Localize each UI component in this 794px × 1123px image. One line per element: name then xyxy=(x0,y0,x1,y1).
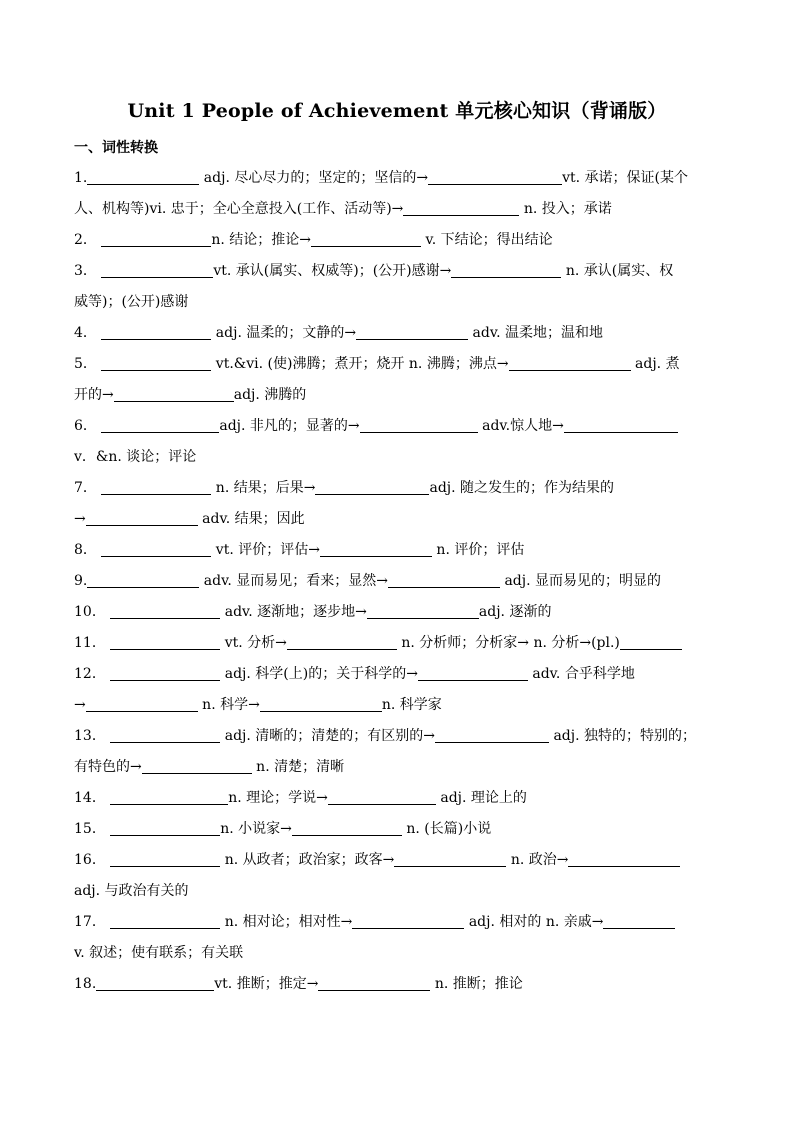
answer-blank[interactable] xyxy=(356,323,468,340)
line-text: adj. 理论上的 xyxy=(435,790,527,806)
answer-blank[interactable] xyxy=(101,230,211,247)
answer-blank[interactable] xyxy=(110,664,220,681)
answer-blank[interactable] xyxy=(428,168,562,185)
answer-blank[interactable] xyxy=(311,230,421,247)
line-text: 8． xyxy=(74,542,102,558)
answer-blank[interactable] xyxy=(320,540,432,557)
exercise-line xyxy=(74,941,722,972)
exercise-line xyxy=(74,352,722,383)
exercise-line xyxy=(74,321,722,352)
line-text: adv. 结果；因此 xyxy=(197,511,305,527)
line-text: vt. 承认(属实、权威等)；(公开)感谢→ xyxy=(213,263,452,279)
exercise-line xyxy=(74,631,722,662)
line-text: 4． xyxy=(74,325,102,341)
line-text: 3． xyxy=(74,263,102,279)
exercise-line xyxy=(74,290,722,321)
exercise-line xyxy=(74,538,722,569)
answer-blank[interactable] xyxy=(360,416,478,433)
answer-blank[interactable] xyxy=(110,819,220,836)
answer-blank[interactable] xyxy=(435,726,549,743)
line-text: 14． xyxy=(74,790,111,806)
exercise-list xyxy=(74,166,722,1003)
answer-blank[interactable] xyxy=(101,323,211,340)
answer-blank[interactable] xyxy=(114,385,234,402)
line-text: adj. 随之发生的；作为结果的 xyxy=(429,480,615,496)
answer-blank[interactable] xyxy=(87,571,199,588)
line-text: → xyxy=(74,511,86,527)
answer-blank[interactable] xyxy=(603,912,675,929)
exercise-line xyxy=(74,569,722,600)
answer-blank[interactable] xyxy=(403,199,519,216)
answer-blank[interactable] xyxy=(352,912,464,929)
line-text: n. 结论；推论→ xyxy=(211,232,312,248)
answer-blank[interactable] xyxy=(260,695,382,712)
line-text: vt. 推断；推定→ xyxy=(214,976,319,992)
line-text: adj. 显而易见的；明显的 xyxy=(500,573,661,589)
line-text: 9. xyxy=(74,573,88,589)
line-text: adj. 煮 xyxy=(630,356,680,372)
line-text: vt. 承诺；保证(某个 xyxy=(562,170,688,186)
line-text: n. 科学→ xyxy=(197,697,260,713)
answer-blank[interactable] xyxy=(620,633,682,650)
answer-blank[interactable] xyxy=(568,850,680,867)
answer-blank[interactable] xyxy=(451,261,561,278)
line-text: vt.&vi. (使)沸腾；煮开；烧开 n. 沸腾；沸点→ xyxy=(211,356,509,372)
answer-blank[interactable] xyxy=(394,850,506,867)
line-text: → xyxy=(74,697,86,713)
exercise-line xyxy=(74,662,722,693)
line-text: adj. 逐渐的 xyxy=(478,604,552,620)
answer-blank[interactable] xyxy=(287,633,397,650)
line-text: v．&n. 谈论；评论 xyxy=(74,449,197,465)
line-text: v. 下结论；得出结论 xyxy=(421,232,553,248)
exercise-line xyxy=(74,600,722,631)
answer-blank[interactable] xyxy=(86,509,198,526)
answer-blank[interactable] xyxy=(86,695,198,712)
line-text: n. 相对论；相对性→ xyxy=(220,914,353,930)
line-text: vt. 评价；评估→ xyxy=(211,542,320,558)
answer-blank[interactable] xyxy=(110,726,220,743)
line-text: 2． xyxy=(74,232,102,248)
answer-blank[interactable] xyxy=(315,478,429,495)
answer-blank[interactable] xyxy=(110,850,220,867)
exercise-line xyxy=(74,507,722,538)
answer-blank[interactable] xyxy=(101,416,219,433)
line-text: adj. 尽心尽力的；坚定的；坚信的→ xyxy=(199,170,429,186)
answer-blank[interactable] xyxy=(101,354,211,371)
answer-blank[interactable] xyxy=(318,974,430,991)
exercise-line xyxy=(74,817,722,848)
line-text: n. (长篇)小说 xyxy=(401,821,492,837)
answer-blank[interactable] xyxy=(101,540,211,557)
exercise-line xyxy=(74,476,722,507)
exercise-line xyxy=(74,972,722,1003)
line-text: adj. 与政治有关的 xyxy=(74,883,189,899)
exercise-line xyxy=(74,848,722,879)
line-text: 17． xyxy=(74,914,111,930)
line-text: 10． xyxy=(74,604,111,620)
answer-blank[interactable] xyxy=(110,633,220,650)
line-text: adj. 非凡的；显著的→ xyxy=(219,418,360,434)
line-text: n. 结果；后果→ xyxy=(211,480,316,496)
line-text: n. 评价；评估 xyxy=(431,542,525,558)
answer-blank[interactable] xyxy=(110,602,220,619)
line-text: adv. 显而易见；看来；显然→ xyxy=(199,573,388,589)
exercise-line xyxy=(74,693,722,724)
answer-blank[interactable] xyxy=(96,974,214,991)
answer-blank[interactable] xyxy=(367,602,479,619)
line-text: n. 科学家 xyxy=(381,697,442,713)
exercise-line xyxy=(74,228,722,259)
answer-blank[interactable] xyxy=(388,571,500,588)
line-text: adj. 温柔的；文静的→ xyxy=(211,325,357,341)
line-text: adv. 温柔地；温和地 xyxy=(468,325,604,341)
answer-blank[interactable] xyxy=(101,261,213,278)
section-heading: 一、词性转换 xyxy=(74,140,158,156)
page-title: Unit 1 People of Achievement 单元核心知识（背诵版） xyxy=(127,100,667,122)
exercise-line xyxy=(74,910,722,941)
line-text: 有特色的→ xyxy=(74,759,142,775)
line-text: adj. 清晰的；清楚的；有区别的→ xyxy=(220,728,435,744)
line-text: n. 投入；承诺 xyxy=(519,201,612,217)
answer-blank[interactable] xyxy=(110,788,228,805)
line-text: adj. 相对的 n. 亲戚→ xyxy=(464,914,604,930)
line-text: 1. xyxy=(74,170,88,186)
answer-blank[interactable] xyxy=(101,478,211,495)
line-text: n. 推断；推论 xyxy=(430,976,523,992)
exercise-line xyxy=(74,879,722,910)
exercise-line xyxy=(74,786,722,817)
answer-blank[interactable] xyxy=(292,819,402,836)
answer-blank[interactable] xyxy=(328,788,436,805)
answer-blank[interactable] xyxy=(509,354,631,371)
line-text: 11． xyxy=(74,635,111,651)
answer-blank[interactable] xyxy=(418,664,528,681)
line-text: n. 清楚；清晰 xyxy=(251,759,345,775)
exercise-line xyxy=(74,445,722,476)
line-text: vt. 分析→ xyxy=(220,635,287,651)
line-text: 6． xyxy=(74,418,102,434)
exercise-line xyxy=(74,197,722,228)
line-text: adj. 独特的；特别的； xyxy=(549,728,696,744)
exercise-line xyxy=(74,259,722,290)
line-text: 18. xyxy=(74,976,97,992)
line-text: v. 叙述；使有联系；有关联 xyxy=(74,945,244,961)
exercise-line xyxy=(74,755,722,786)
exercise-line xyxy=(74,383,722,414)
line-text: n. 承认(属实、权 xyxy=(561,263,674,279)
line-text: n. 理论；学说→ xyxy=(228,790,328,806)
line-text: n. 政治→ xyxy=(506,852,569,868)
line-text: 开的→ xyxy=(74,387,114,403)
line-text: n. 从政者；政治家；政客→ xyxy=(220,852,395,868)
answer-blank[interactable] xyxy=(564,416,678,433)
exercise-line xyxy=(74,724,722,755)
line-text: 15． xyxy=(74,821,111,837)
line-text: adv. 逐渐地；逐步地→ xyxy=(220,604,367,620)
line-text: adj. 沸腾的 xyxy=(233,387,307,403)
line-text: 人、机构等)vi. 忠于；全心全意投入(工作、活动等)→ xyxy=(74,201,404,217)
answer-blank[interactable] xyxy=(87,168,199,185)
line-text: 13． xyxy=(74,728,111,744)
exercise-line xyxy=(74,166,722,197)
line-text: adv. 合乎科学地 xyxy=(527,666,635,682)
line-text: adj. 科学(上)的；关于科学的→ xyxy=(220,666,418,682)
line-text: n. 分析师；分析家→ n. 分析→(pl.) xyxy=(396,635,620,651)
line-text: adv.惊人地→ xyxy=(477,418,564,434)
line-text: 12． xyxy=(74,666,111,682)
line-text: 威等)；(公开)感谢 xyxy=(74,294,189,310)
exercise-line xyxy=(74,414,722,445)
line-text: 7． xyxy=(74,480,102,496)
line-text: 5． xyxy=(74,356,102,372)
line-text: 16． xyxy=(74,852,111,868)
answer-blank[interactable] xyxy=(110,912,220,929)
line-text: n. 小说家→ xyxy=(220,821,292,837)
answer-blank[interactable] xyxy=(142,757,252,774)
